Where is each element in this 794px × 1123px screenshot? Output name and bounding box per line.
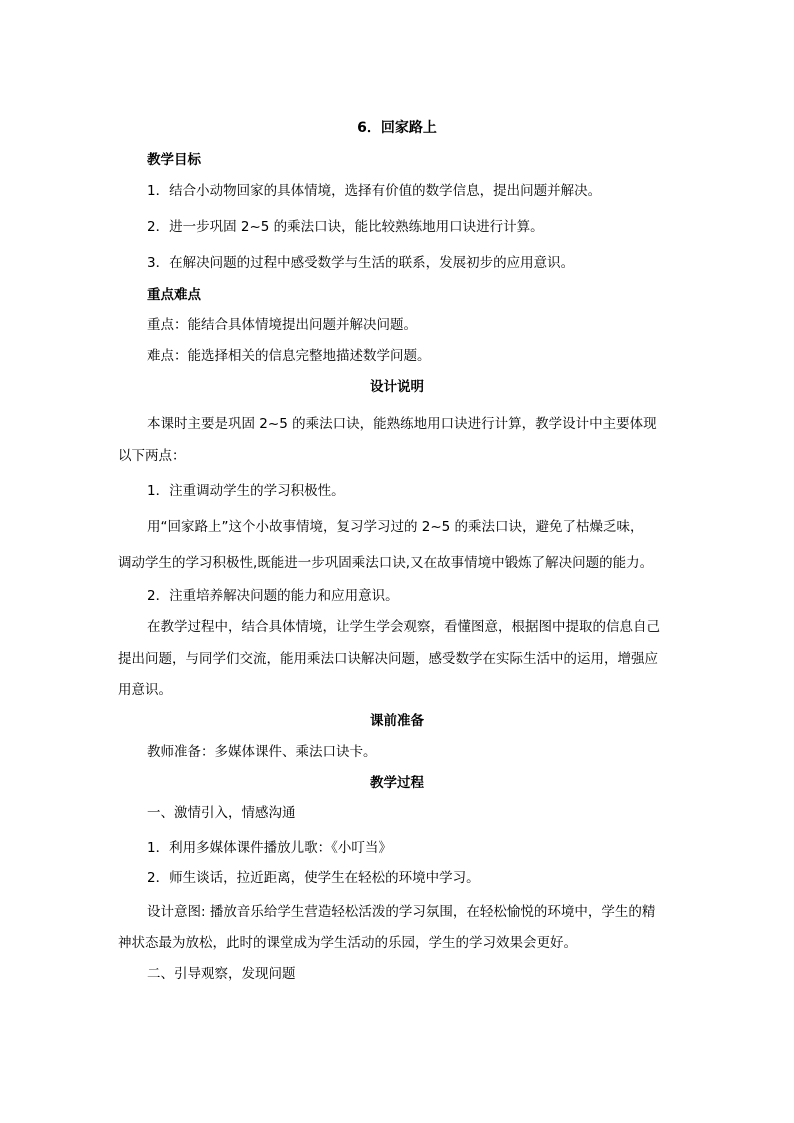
design-point2-line1 [0, 617, 794, 637]
focus-text: 重点：能结合具体情境提出问题并解决问题。 [147, 317, 417, 333]
focus-line [0, 315, 794, 335]
design-point1-line2 [0, 553, 794, 573]
process-section2-text: 二、引导观察，发现问题 [147, 966, 296, 982]
design-point2-line2 [0, 649, 794, 669]
process-section1-text: 一、激情引入，情感沟通 [147, 805, 296, 821]
design-point2-line2-text: 提出问题，与同学们交流，能用乘法口诀解决问题，感受数学在实际生活中的运用，增强应 [118, 651, 658, 667]
design-point2-line1-text: 在教学过程中，结合具体情境，让学生学会观察，看懂图意，根据图中提取的信息自己 [147, 619, 660, 635]
prep-heading [0, 711, 794, 731]
goal-item-2 [0, 217, 794, 237]
prep-heading-text: 课前准备 [370, 713, 424, 729]
process-s1-item2 [0, 868, 794, 888]
design-point1-line1-text: 用“回家路上”这个小故事情境，复习学习过的 2~5 的乘法口诀，避免了枯燥乏味， [147, 519, 644, 535]
design-point1-line1 [0, 517, 794, 537]
goal-item-3-text: 3．在解决问题的过程中感受数学与生活的联系，发展初步的应用意识。 [147, 255, 575, 271]
process-s1-item2-text: 2．师生谈话，拉近距离，使学生在轻松的环境中学习。 [147, 870, 480, 886]
lesson-title [0, 118, 794, 138]
goals-heading-text: 教学目标 [147, 152, 201, 168]
process-intent-line2 [0, 933, 794, 953]
design-point1-line2-text: 调动学生的学习积极性,既能进一步巩固乘法口诀,又在故事情境中锻炼了解决问题的能力。 [118, 555, 654, 571]
process-intent-line2-text: 神状态最为放松，此时的课堂成为学生活动的乐园，学生的学习效果会更好。 [118, 935, 577, 951]
design-intro-line1-text: 本课时主要是巩固 2~5 的乘法口诀，能熟练地用口诀进行计算，教学设计中主要体现 [147, 416, 657, 432]
goals-heading [0, 150, 794, 170]
goal-item-1-text: 1．结合小动物回家的具体情境，选择有价值的数学信息，提出问题并解决。 [147, 183, 602, 199]
process-s1-item1 [0, 838, 794, 858]
design-point1-text: 1．注重调动学生的学习积极性。 [147, 483, 345, 499]
design-heading [0, 377, 794, 397]
prep-text: 教师准备：多媒体课件、乘法口诀卡。 [147, 744, 377, 760]
design-intro-line2-text: 以下两点： [118, 448, 186, 464]
keypoints-heading-text: 重点难点 [147, 287, 201, 303]
design-intro-line1 [0, 414, 794, 434]
process-section1 [0, 803, 794, 823]
process-heading [0, 773, 794, 793]
prep-line [0, 742, 794, 762]
process-intent-line1 [0, 902, 794, 922]
design-point2-line3 [0, 680, 794, 700]
design-intro-line2 [0, 446, 794, 466]
design-point1 [0, 481, 794, 501]
process-s1-item1-text: 1．利用多媒体课件播放儿歌：《小叮当》 [147, 840, 392, 856]
goal-item-1 [0, 181, 794, 201]
process-heading-text: 教学过程 [370, 775, 424, 791]
difficulty-line [0, 346, 794, 366]
keypoints-heading [0, 285, 794, 305]
design-heading-text: 设计说明 [370, 379, 424, 395]
design-point2-text: 2．注重培养解决问题的能力和应用意识。 [147, 588, 399, 604]
process-intent-line1-text: 设计意图: 播放音乐给学生营造轻松活泼的学习氛围，在轻松愉悦的环境中，学生的精 [147, 904, 656, 920]
difficulty-text: 难点：能选择相关的信息完整地描述数学问题。 [147, 348, 431, 364]
process-section2 [0, 964, 794, 984]
lesson-title-text: 6．回家路上 [357, 120, 437, 136]
design-point2 [0, 586, 794, 606]
design-point2-line3-text: 用意识。 [118, 682, 172, 698]
goal-item-3 [0, 253, 794, 273]
goal-item-2-text: 2．进一步巩固 2~5 的乘法口诀，能比较熟练地用口诀进行计算。 [147, 219, 544, 235]
